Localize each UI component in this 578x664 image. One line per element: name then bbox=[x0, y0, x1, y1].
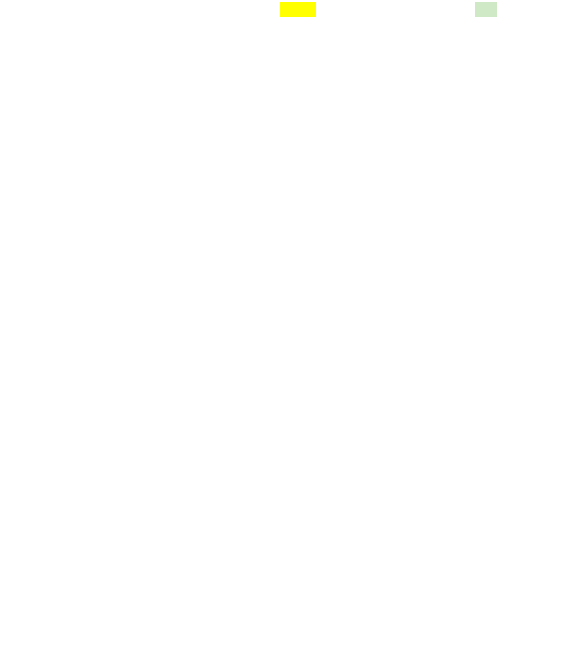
header-spacer bbox=[497, 2, 578, 17]
race-7r-block bbox=[0, 2, 578, 17]
header-race bbox=[108, 2, 199, 17]
header-num3 bbox=[349, 2, 394, 17]
header-date bbox=[37, 2, 108, 17]
header-num2 bbox=[316, 2, 350, 17]
header-spacer bbox=[199, 2, 280, 17]
header-gate-label bbox=[0, 2, 37, 17]
header-num1 bbox=[280, 2, 316, 17]
header-spacer bbox=[395, 2, 476, 17]
header-top-box bbox=[475, 2, 497, 17]
race-header bbox=[0, 2, 578, 17]
